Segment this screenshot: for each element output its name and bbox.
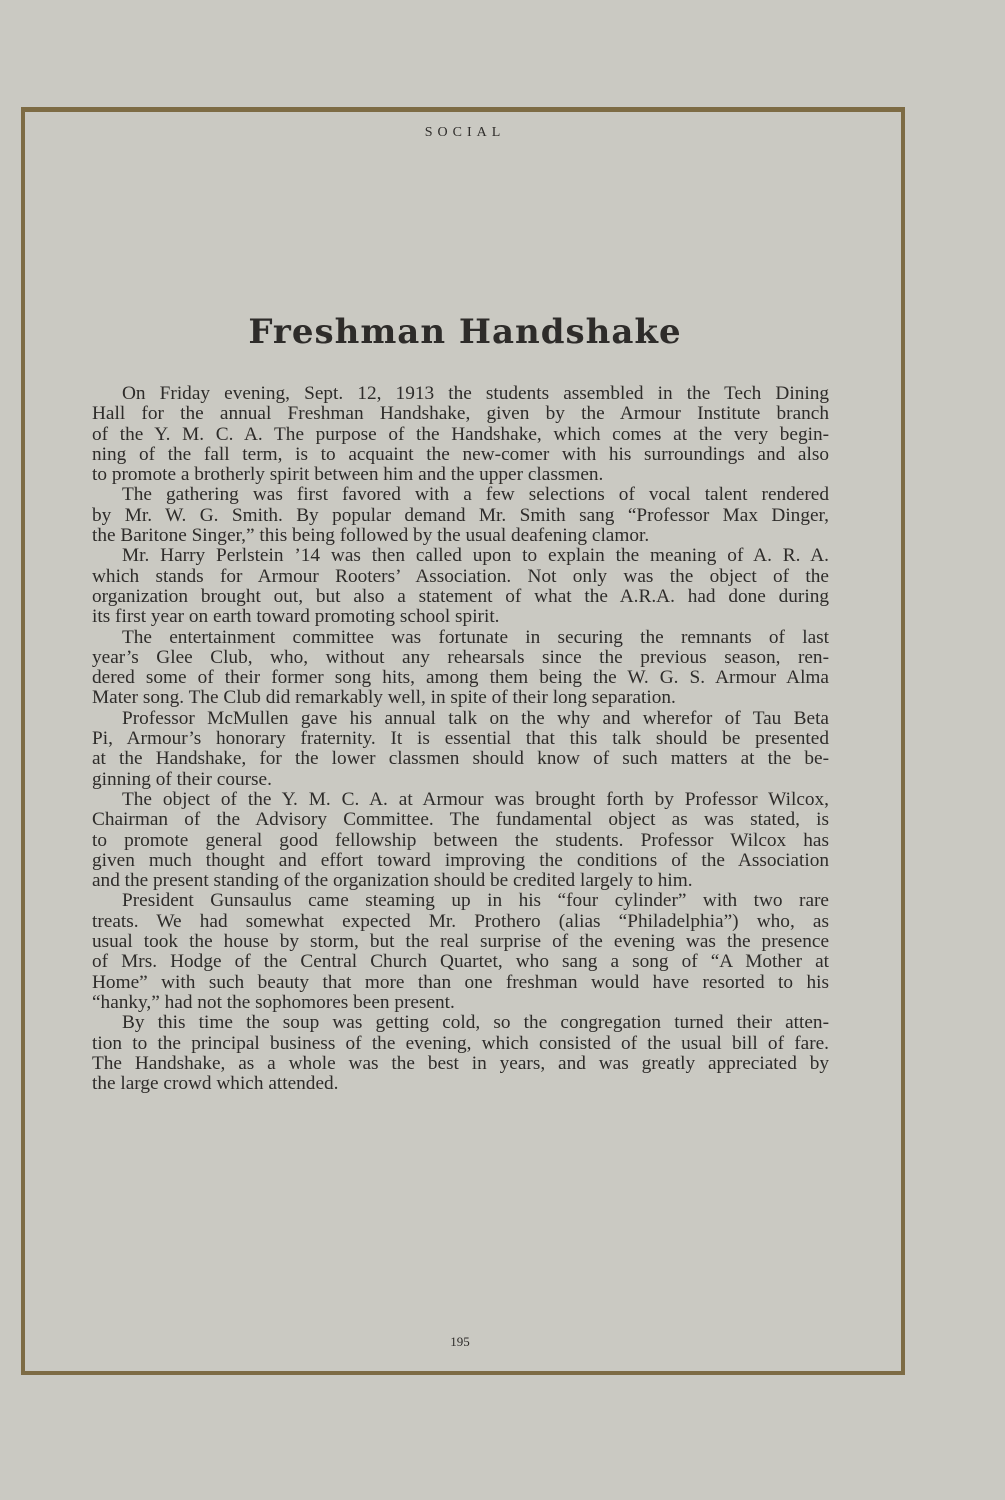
text-line: which stands for Armour Rooters’ Association. Not only was the object of the: [92, 565, 829, 587]
text-line: Pi, Armour’s honorary fraternity. It is essential that this talk should be presented: [92, 728, 829, 750]
text-line: Hall for the annual Freshman Handshake, given by the Armour Institute branch: [92, 403, 829, 425]
text-line: Professor McMullen gave his annual talk on the why and wherefor of Tau Beta: [122, 707, 829, 729]
text-line: organization brought out, but also a statement of what the A.R.A. had done during: [92, 585, 829, 607]
text-line: treats. We had somewhat expected Mr. Prothero (alias “Philadelphia”) who, as: [92, 910, 829, 932]
text-line: usual took the house by storm, but the real surprise of the evening was the presence: [92, 931, 829, 953]
text-line: Home” with such beauty that more than one freshman would have resorted to his: [92, 971, 829, 993]
text-line: year’s Glee Club, who, without any rehearsals since the previous season, ren-: [92, 646, 829, 668]
text-line: by Mr. W. G. Smith. By popular demand Mr. Smith sang “Professor Max Dinger,: [92, 504, 829, 526]
text-line: The Handshake, as a whole was the best in years, and was greatly appreciated by: [92, 1052, 829, 1074]
text-line: Mater song. The Club did remarkably well, in spite of their long separation.: [92, 687, 676, 709]
paragraph: [92, 485, 829, 546]
text-line: The entertainment committee was fortunate in securing the remnants of last: [122, 626, 829, 648]
paragraph: [92, 790, 829, 891]
text-line: On Friday evening, Sept. 12, 1913 the students assembled in the Tech Dining: [122, 383, 829, 404]
text-line: tion to the principal business of the evening, which consisted of the usual bill of fare.: [92, 1032, 829, 1054]
section-header: SOCIAL: [424, 125, 506, 140]
page-number: 195: [450, 1334, 470, 1349]
text-line: By this time the soup was getting cold, so the congregation turned their atten-: [122, 1012, 829, 1034]
text-line: The gathering was first favored with a few selections of vocal talent rendered: [122, 484, 829, 506]
text-line: given much thought and effort toward improving the conditions of the Association: [92, 849, 829, 871]
paragraph: [92, 1013, 829, 1094]
text-line: “hanky,” had not the sophomores been present.: [92, 991, 455, 1013]
text-line: Chairman of the Advisory Committee. The fundamental object as was stated, is: [92, 809, 829, 831]
text-line: of Mrs. Hodge of the Central Church Quartet, who sang a song of “A Mother at: [92, 951, 829, 973]
text-line: Mr. Harry Perlstein ’14 was then called upon to explain the meaning of A. R. A.: [122, 545, 829, 567]
article-body: [92, 384, 829, 1094]
text-line: its first year on earth toward promoting school spirit.: [92, 606, 500, 628]
paragraph: [92, 546, 829, 627]
text-line: to promote a brotherly spirit between him and the upper classmen.: [92, 464, 604, 486]
paragraph: [92, 891, 829, 1013]
text-line: ning of the fall term, is to acquaint the new-comer with his surroundings and also: [92, 443, 829, 465]
text-line: at the Handshake, for the lower classmen should know of such matters at the be-: [92, 748, 829, 770]
text-line: to promote general good fellowship between the students. Professor Wilcox has: [92, 829, 829, 851]
text-line: and the present standing of the organization should be credited largely to him.: [92, 870, 693, 892]
text-line: dered some of their former song hits, among them being the W. G. S. Armour Alma: [92, 667, 829, 689]
paragraph: [92, 384, 829, 485]
text-line: of the Y. M. C. A. The purpose of the Handshake, which comes at the very begin-: [92, 423, 829, 445]
text-line: ginning of their course.: [92, 768, 272, 790]
article-title: Freshman Handshake: [248, 312, 682, 352]
text-line: The object of the Y. M. C. A. at Armour was brought forth by Professor Wilcox,: [122, 788, 829, 810]
paragraph: [92, 628, 829, 709]
text-line: the Baritone Singer,” this being followed by the usual deafening clamor.: [92, 525, 650, 547]
paragraph: [92, 709, 829, 790]
text-line: President Gunsaulus came steaming up in his “four cylinder” with two rare: [122, 890, 829, 912]
text-line: the large crowd which attended.: [92, 1073, 339, 1095]
